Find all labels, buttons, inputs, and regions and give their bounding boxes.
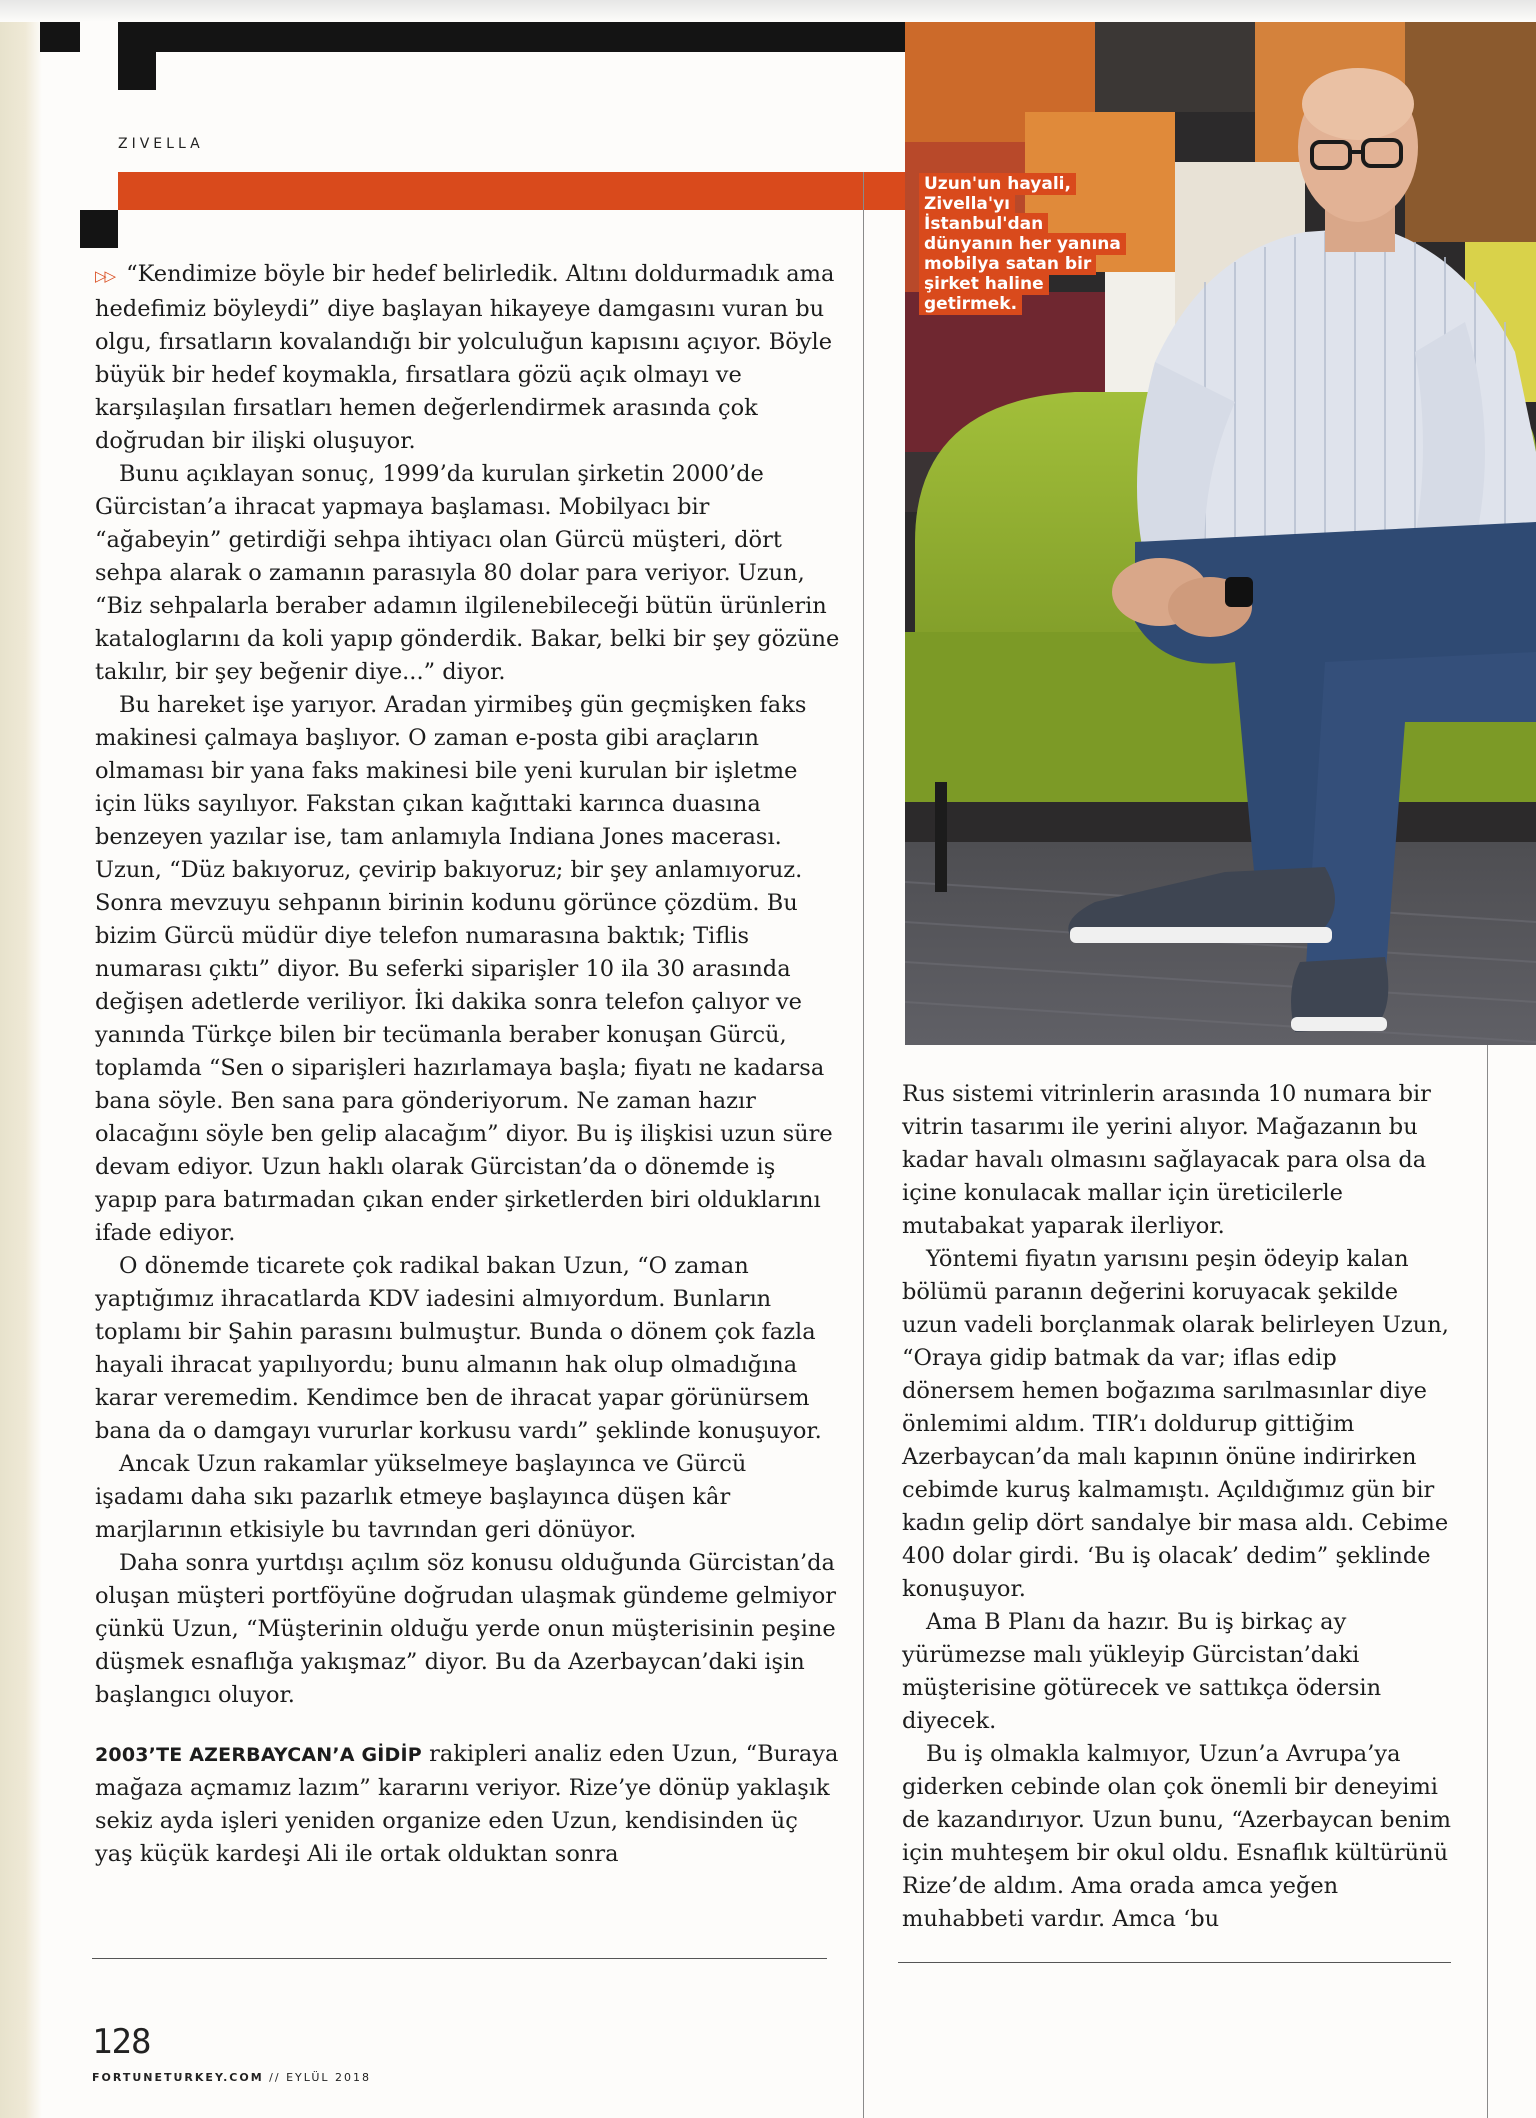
section-kicker: ZIVELLA [118, 136, 204, 152]
header-black-square-lower [80, 210, 118, 248]
footnote-rule-left [92, 1958, 827, 1959]
header-black-bar [40, 22, 915, 52]
body-paragraph: Ama B Planı da hazır. Bu iş birkaç ay yürümezse malı yükleyip Gürcistan’daki müşterisine götürecek ve sattıkça ödersin diyecek. [902, 1609, 1382, 1734]
body-paragraph: Rus sistemi vitrinlerin arasında 10 numara bir vitrin tasarımı ile yerini alıyor. Mağazanın bu kadar havalı olmasını sağlayacak para olsa da içine konulacak mallar için üreticilerle mutabakat yaparak ilerliyor. [902, 1081, 1431, 1239]
left-text-column [95, 258, 840, 1871]
footer-issue: EYLÜL 2018 [286, 2071, 371, 2084]
body-paragraph: Bu iş olmakla kalmıyor, Uzun’a Avrupa’ya giderken cebinde olan çok önemli bir deneyimi de kazandırıyor. Uzun bunu, “Azerbaycan benim için muhteşem bir okul oldu. Esnaflık kültürünü Rize’de aldım. Ama orada amca yeğen muhabbeti vardır. Amca ‘bu [902, 1741, 1451, 1932]
body-paragraph: Bu hareket işe yarıyor. Aradan yirmibeş gün geçmişken faks makinesi çalmaya başlıyor. O zaman e-posta gibi araçların olmaması bir yana faks makinesi bile yeni kurulan bir işletme için lüks sayılıyor. Fakstan çıkan kağıttaki karınca duasına benzeyen yazılar ise, tam anlamıyla Indiana Jones macerası. Uzun, “Düz bakıyoruz, çevirip bakıyoruz; bir şey anlamıyoruz. Sonra mevzuyu sehpanın birinin kodunu görünce çözdüm. Bu bizim Gürcü müdür diye telefon numarasına baktık; Tiflis numarası çıktı” diyor. Bu seferki siparişler 10 ila 30 arasında değişen adetlerde veriliyor. İki dakika sonra telefon çalıyor ve yanında Türkçe bilen bir tecümanla beraber konuşan Gürcü, toplamda “Sen o siparişleri hazırlamaya başla; fiyatı ne kadarsa bana söyle. Ben sana para gönderiyorum. Ne zaman hazır olacağını söyle ben gelip alacağım” diyor. Bu iş ilişkisi uzun süre devam ediyor. Uzun haklı olarak Gürcistan’da o dönemde iş yapıp para batırmadan çıkan ender şirketlerden biri olduklarını ifade ediyor. [95, 692, 833, 1246]
column-divider [863, 172, 864, 2118]
header-orange-bar [118, 172, 915, 210]
section-lead-in: 2003’TE AZERBAYCAN’A GİDİP [95, 1744, 422, 1766]
top-edge-shadow [0, 0, 1536, 22]
portrait-illustration [905, 22, 1536, 1045]
page-number: 128 [92, 2022, 151, 2062]
section-paragraph: 2003’TE AZERBAYCAN’A GİDİP rakipleri analiz eden Uzun, “Buraya mağaza açmamız lazım” kararını veriyor. Rize’ye dönüp yaklaşık sekiz ayda işleri yeniden organize eden Uzun, kendisinden üç yaş küçük kardeşi Ali ile ortak olduktan sonra [95, 1741, 839, 1867]
right-text-column [902, 1078, 1452, 1936]
header-checker-square [80, 22, 118, 52]
body-paragraph: Ancak Uzun rakamlar yükselmeye başlayınca ve Gürcü işadamı daha sıkı pazarlık etmeye başlayınca düşen kâr marjlarının etkisiyle bu tavrından geri dönüyor. [95, 1451, 747, 1543]
right-margin-rule [1487, 1045, 1488, 2118]
portrait-photo [905, 22, 1536, 1045]
body-paragraph: O dönemde ticarete çok radikal bakan Uzun, “O zaman yaptığımız ihracatlarda KDV iadesini almıyordum. Bunların toplamı bir Şahin parasını bulmuştur. Bunda o dönem çok fazla hayali ihracat yapılıyordu; bunu almanın hak olup olmadığına karar veremedim. Kendimce ben de ihracat yapar görünürsem bana da o damgayı vururlar korkusu vardı” şeklinde konuşuyor. [95, 1253, 822, 1444]
page-footer [92, 2071, 371, 2084]
footer-site: FORTUNETURKEY.COM [92, 2071, 264, 2084]
footer-separator: // [269, 2071, 281, 2084]
binding-shadow [0, 0, 42, 2118]
body-paragraph: ▷▷ “Kendimize böyle bir hedef belirledik. Altını doldurmadık ama hedefimiz böyleydi” diye başlayan hikayeye damgasını vuran bu olgu, fırsatların kovalandığı bir yolculuğun kapısını açıyor. Böyle büyük bir hedef koymakla, fırsatlara gözü açık olmayı ve karşılaşılan fırsatları hemen değerlendirmek arasında çok doğrudan bir ilişki oluşuyor. [95, 261, 835, 454]
body-paragraph: Daha sonra yurtdışı açılım söz konusu olduğunda Gürcistan’da oluşan müşteri portföyüne doğrudan ulaşmak gündeme gelmiyor çünkü Uzun, “Müşterinin olduğu yerde onun müşterisinin peşine düşmek esnaflığa yakışmaz” diyor. Bu da Azerbaycan’daki işin başlangıcı oluyor. [95, 1550, 837, 1708]
double-arrow-icon: ▷▷ [95, 267, 115, 285]
header-black-square [118, 52, 156, 90]
body-paragraph: Yöntemi fiyatın yarısını peşin ödeyip kalan bölümü paranın değerini koruyacak şekilde uzun vadeli borçlanmak olarak belirleyen Uzun, “Oraya gidip batmak da var; iflas edip dönersem hemen boğazıma sarılmasınlar diye önlemimi aldım. TIR’ı doldurup gittiğim Azerbaycan’da malı kapının önüne indirirken cebimde kuruş kalmamıştı. Açıldığımız gün bir kadın gelip dört sandalye bir masa aldı. Cebime 400 dolar girdi. ‘Bu iş olacak’ dedim” şeklinde konuşuyor. [902, 1246, 1449, 1602]
body-paragraph: Bunu açıklayan sonuç, 1999’da kurulan şirketin 2000’de Gürcistan’a ihracat yapmaya başlaması. Mobilyacı bir “ağabeyin” getirdiği sehpa ihtiyacı olan Gürcü müşteri, dört sehpa alarak o zamanın parasıyla 80 dolar para veriyor. Uzun, “Biz sehpalarla beraber adamın ilgilenebileceği bütün ürünlerin kataloglarını da koli yapıp gönderdik. Bakar, belki bir şey gözüne takılır, bir şey beğenir diye...” diyor. [95, 461, 840, 685]
footnote-rule-right [898, 1962, 1451, 1963]
photo-caption: Uzun'un hayali, Zivella'yı İstanbul'dan dünyanın her yanına mobilya satan bir şirket haline getirmek. [919, 174, 1124, 314]
section-spacer [95, 1712, 840, 1738]
